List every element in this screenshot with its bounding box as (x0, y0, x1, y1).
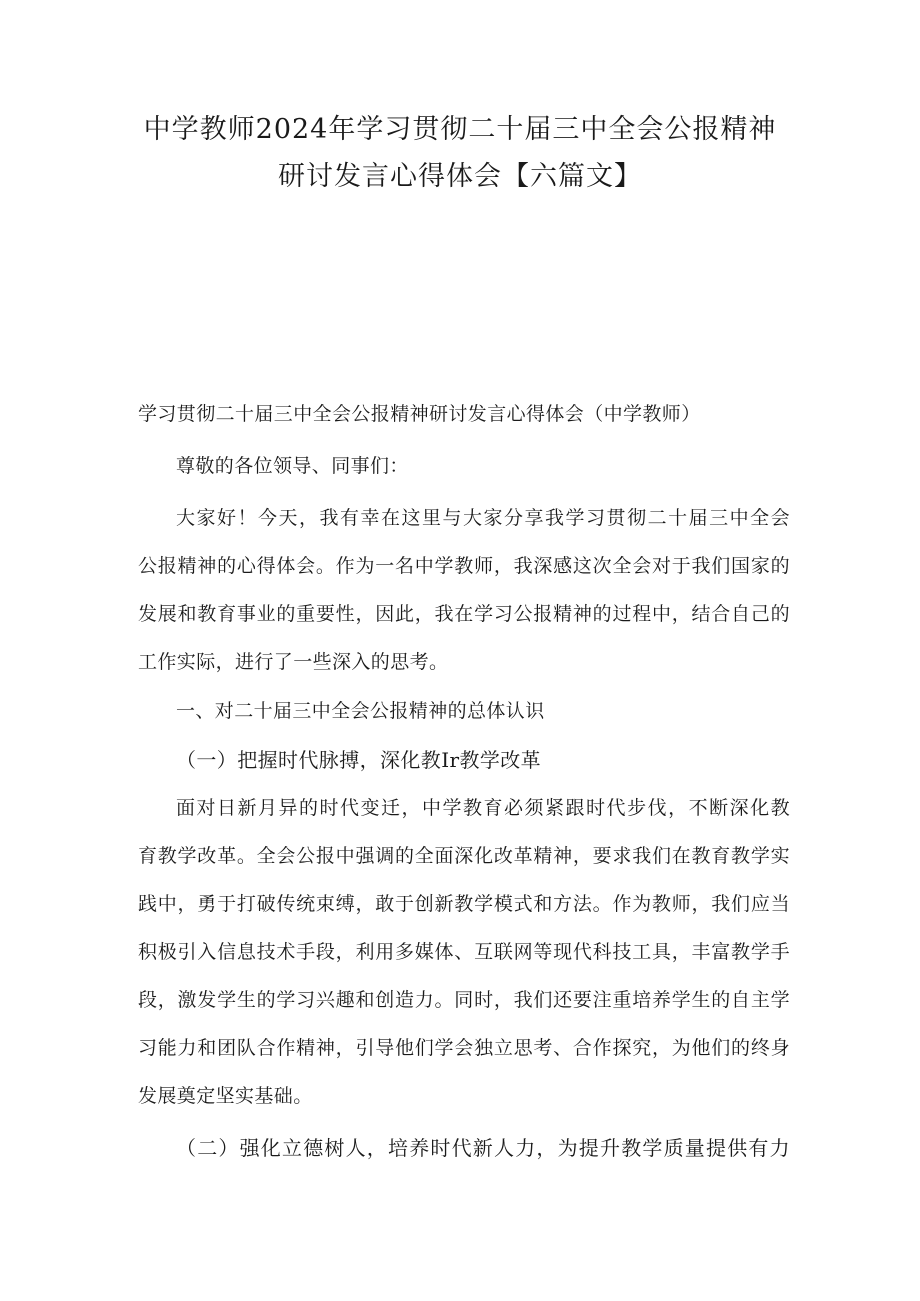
sub1-line-7: 发展奠定坚实基础。 (138, 1085, 313, 1107)
sub1-line-5: 段，激发学生的学习兴趣和创造力。同时，我们还要注重培养学生的自主学 (138, 989, 790, 1011)
sub1-line-6: 习能力和团队合作精神，引导他们学会独立思考、合作探究，为他们的终身 (138, 1037, 790, 1059)
intro-line-3: 发展和教育事业的重要性，因此，我在学习公报精神的过程中，结合自己的 (138, 603, 790, 625)
document-title-line-1: 中学教师2024年学习贯彻二十届三中全会公报精神 (143, 114, 777, 145)
document-title-line-2: 研讨发言心得体会【六篇文】 (278, 161, 642, 192)
salutation: 尊敬的各位领导、同事们： (176, 455, 409, 477)
sub1-line-2: 育教学改革。全会公报中强调的全面深化改革精神，要求我们在教育教学实 (138, 845, 790, 867)
intro-line-2: 公报精神的心得体会。作为一名中学教师，我深感这次全会对于我们国家的 (138, 555, 790, 577)
intro-line-4: 工作实际，进行了一些深入的思考。 (138, 651, 449, 673)
sub1-line-1: 面对日新月异的时代变迁，中学教育必须紧跟时代步伐，不断深化教 (176, 797, 790, 819)
section-heading: 学习贯彻二十届三中全会公报精神研讨发言心得体会（中学教师） (138, 403, 701, 425)
intro-line-1: 大家好！今天，我有幸在这里与大家分享我学习贯彻二十届三中全会 (176, 507, 790, 529)
sub1-line-4: 积极引入信息技术手段，利用多媒体、互联网等现代科技工具，丰富教学手 (138, 941, 790, 963)
sub1-line-3: 践中，勇于打破传统束缚，敢于创新教学模式和方法。作为教师，我们应当 (138, 893, 790, 915)
part1-heading: 一、对二十届三中全会公报精神的总体认识 (176, 700, 545, 722)
sub2-heading: （二）强化立德树人，培养时代新人力，为提升教学质量提供有力 (176, 1136, 790, 1160)
sub1-heading: （一）把握时代脉搏，深化教Ir教学改革 (176, 748, 542, 772)
